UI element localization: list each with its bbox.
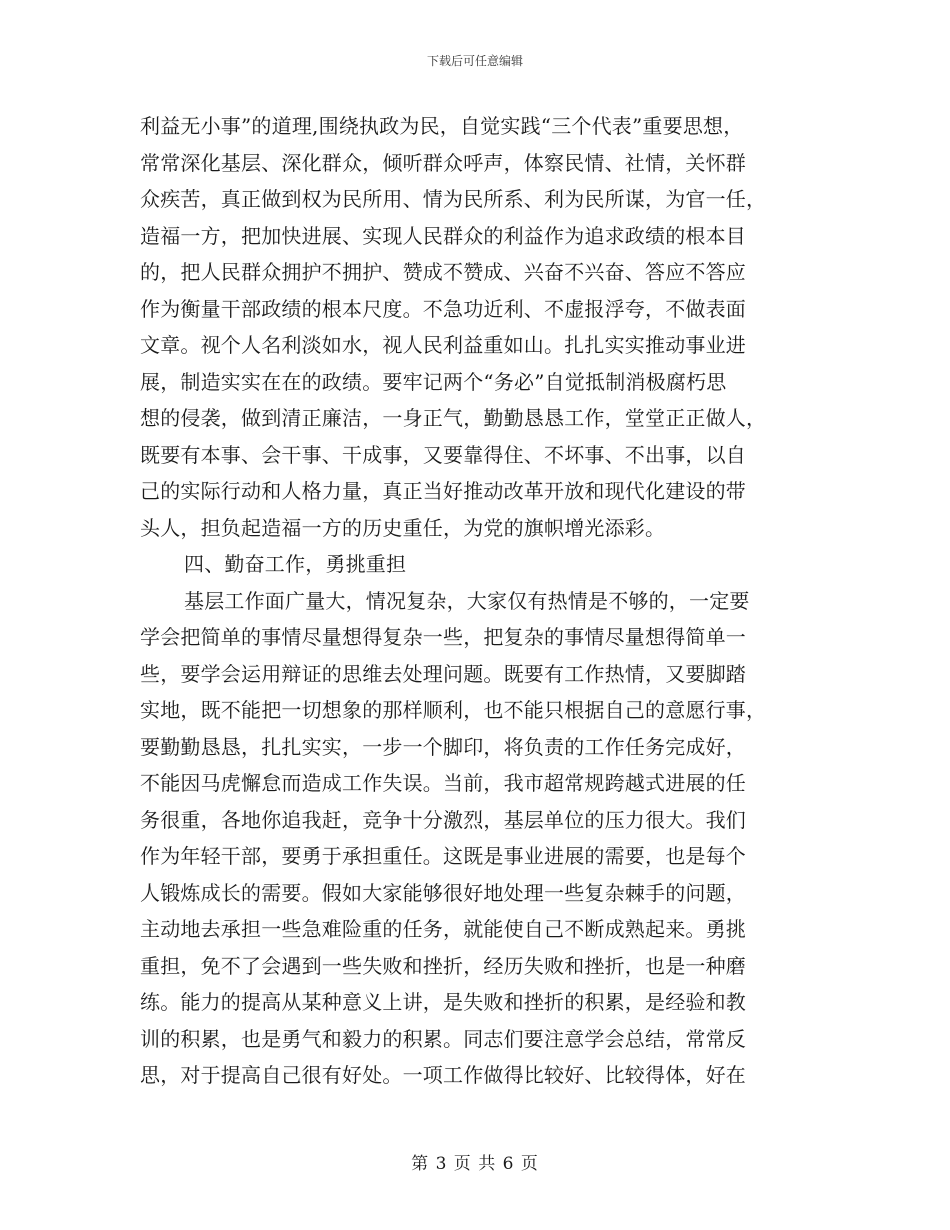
page-header-note: 下载后可任意编辑 — [426, 54, 523, 68]
text-line: 要勤勤恳恳，扎扎实实，一步一个脚印，将负责的工作任务完成好， — [140, 734, 746, 759]
text-line: 利益无小事”的道理,围绕执政为民，自觉实践“三个代表”重要思想， — [140, 114, 744, 138]
text-line: 些，要学会运用辩证的思维去处理问题。既要有工作热情，又要脚踏 — [140, 661, 746, 686]
text-line: 造福一方，把加快进展、实现人民群众的利益作为追求政绩的根本目 — [140, 223, 746, 248]
text-line: 众疾苦，真正做到权为民所用、情为民所系、利为民所谋，为官一任， — [140, 187, 767, 211]
text-line: 思，对于提高自己很有好处。一项工作做得比较好、比较得体，好在 — [140, 1063, 746, 1087]
text-line: 实地，既不能把一切想象的那样顺利，也不能只根据自己的意愿行事， — [140, 698, 767, 722]
text-line: 己的实际行动和人格力量，真正当好推动改革开放和现代化建设的带 — [140, 479, 746, 503]
text-line: 训的积累，也是勇气和毅力的积累。同志们要注意学会总结，常常反 — [140, 1026, 746, 1051]
text-line: 主动地去承担一些急难险重的任务，就能使自己不断成熟起来。勇挑 — [140, 917, 746, 941]
text-line: 人锻炼成长的需要。假如大家能够很好地处理一些复杂棘手的问题， — [140, 880, 746, 905]
text-line: 不能因马虎懈怠而造成工作失误。当前，我市超常规跨越式进展的任 — [140, 771, 746, 795]
text-line: 重担，免不了会遇到一些失败和挫折，经历失败和挫折，也是一种磨 — [140, 953, 746, 978]
text-line: 学会把简单的事情尽量想得复杂一些，把复杂的事情尽量想得简单一 — [140, 625, 746, 649]
text-line: 展，制造实实在在的政绩。要牢记两个“务必”自觉抵制消极腐朽思 — [140, 369, 727, 394]
text-line: 务很重，各地你追我赶，竞争十分激烈，基层单位的压力很大。我们 — [140, 807, 746, 832]
page-number: 第 3 页 共 6 页 — [411, 1154, 539, 1174]
text-line: 练。能力的提高从某种意义上讲，是失败和挫折的积累，是经验和教 — [140, 990, 746, 1014]
text-line: 常常深化基层、深化群众，倾听群众呼声，体察民情、社情，关怀群 — [140, 150, 746, 175]
text-line: 既要有本事、会干事、干成事，又要靠得住、不坏事、不出事，以自 — [140, 442, 746, 467]
document-body — [140, 108, 820, 1094]
text-line: 头人，担负起造福一方的历史重任，为党的旗帜增光添彩。 — [140, 515, 666, 540]
text-line: 想的侵袭，做到清正廉洁，一身正气，勤勤恳恳工作，堂堂正正做人， — [140, 406, 767, 430]
text-line: 作为年轻干部，要勇于承担重任。这既是事业进展的需要，也是每个 — [140, 844, 746, 868]
text-line: 作为衡量干部政绩的根本尺度。不急功近利、不虚报浮夸，不做表面 — [140, 296, 746, 321]
section-heading: 四、勤奋工作，勇挑重担 — [184, 552, 407, 576]
paragraph-first-line: 基层工作面广量大，情况复杂，大家仅有热情是不够的，一定要 — [184, 588, 750, 613]
text-line: 的，把人民群众拥护不拥护、赞成不赞成、兴奋不兴奋、答应不答应 — [140, 260, 746, 284]
text-line: 文章。视个人名利淡如水，视人民利益重如山。扎扎实实推动事业进 — [140, 333, 746, 357]
